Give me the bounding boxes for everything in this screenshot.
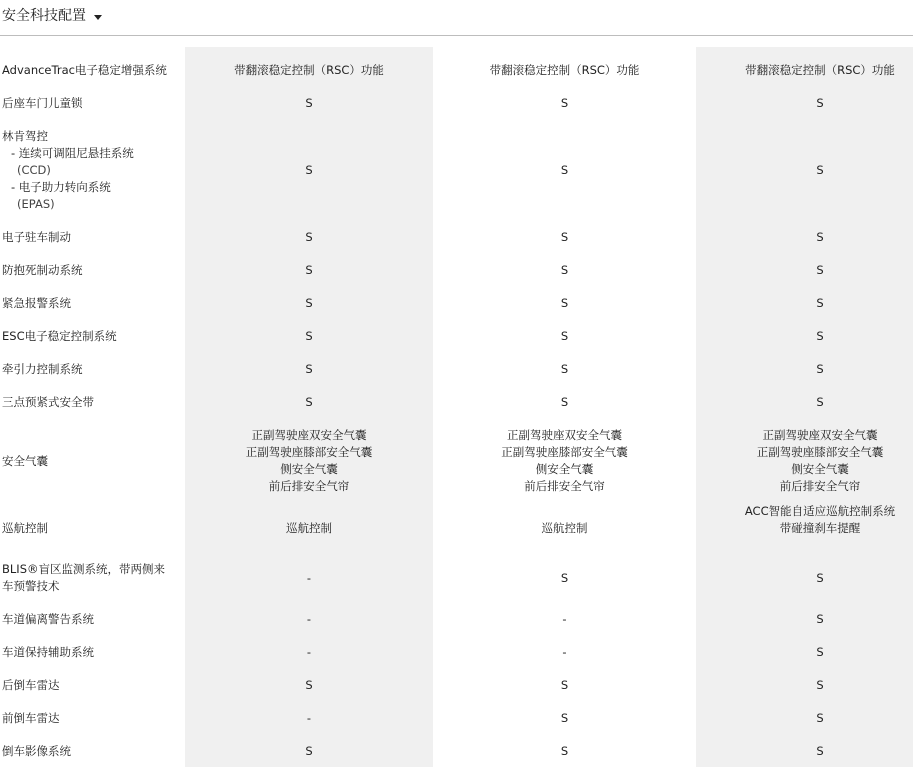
table-row [0, 120, 913, 221]
row-label: 倒车影像系统 [2, 744, 71, 758]
value-cell: S [560, 230, 569, 244]
row-label: 后倒车雷达 [2, 678, 60, 692]
row-label: 林肯驾控 - 连续可调阻尼悬挂系统 (CCD) - 电子助力转向系统 (EPAS) [2, 129, 134, 211]
row-label: 前倒车雷达 [2, 711, 60, 725]
value-cell: S [816, 678, 824, 692]
value-cell: - [562, 645, 567, 659]
value-cell: S [816, 645, 824, 659]
table-row [0, 386, 913, 419]
value-cell: S [560, 711, 569, 725]
value-cell: 巡航控制 [541, 520, 588, 535]
table-row [0, 636, 913, 669]
row-label: 后座车门儿童锁 [2, 96, 83, 110]
table-row [0, 702, 913, 735]
value-cell: S [305, 744, 313, 758]
value-cell: S [816, 263, 824, 277]
value-cell: 带翻滚稳定控制（RSC）功能 [489, 63, 640, 77]
value-cell: S [305, 362, 313, 376]
row-label: ESC电子稳定控制系统 [2, 329, 117, 343]
row-label: 车道保持辅助系统 [2, 645, 94, 659]
value-cell: S [560, 329, 569, 343]
value-cell: - [306, 612, 312, 626]
value-cell: - [306, 645, 312, 659]
value-cell: - [562, 612, 567, 626]
spec-table [0, 54, 913, 767]
row-label: 牵引力控制系统 [2, 362, 83, 376]
value-cell: S [305, 678, 313, 692]
table-row [0, 669, 913, 702]
table-row [0, 353, 913, 386]
value-cell: - [306, 570, 312, 585]
value-cell: S [816, 612, 824, 626]
value-cell: S [816, 395, 824, 409]
value-cell: S [816, 296, 824, 310]
section-title: 安全科技配置 [2, 8, 86, 24]
row-label: 电子驻车制动 [2, 230, 71, 244]
caret-down-icon [94, 15, 102, 20]
value-cell: S [560, 263, 569, 277]
section-toggle[interactable] [2, 6, 102, 26]
value-cell: S [816, 230, 824, 244]
value-cell: S [560, 96, 569, 110]
table-row [0, 503, 913, 553]
value-cell: ACC智能自适应巡航控制系统 带碰撞刹车提醒 [744, 504, 896, 535]
value-cell: 带翻滚稳定控制（RSC）功能 [234, 63, 384, 77]
table-row [0, 221, 913, 254]
table-row [0, 287, 913, 320]
value-cell: S [816, 744, 824, 758]
table-row [0, 54, 913, 87]
value-cell: 正副驾驶座双安全气囊 正副驾驶座膝部安全气囊 侧安全气囊 前后排安全气帘 [501, 428, 628, 493]
value-cell: S [816, 96, 824, 110]
value-cell: S [816, 570, 824, 585]
value-cell: 正副驾驶座双安全气囊 正副驾驶座膝部安全气囊 侧安全气囊 前后排安全气帘 [756, 428, 884, 493]
value-cell: 正副驾驶座双安全气囊 正副驾驶座膝部安全气囊 侧安全气囊 前后排安全气帘 [245, 428, 373, 493]
value-cell: S [305, 329, 313, 343]
value-cell: S [816, 711, 824, 725]
row-label: 车道偏离警告系统 [2, 612, 94, 626]
value-cell: S [560, 395, 569, 409]
value-cell: S [816, 362, 824, 376]
row-label: 安全气囊 [2, 453, 48, 468]
row-label: AdvanceTrac电子稳定增强系统 [2, 63, 167, 77]
value-cell: 巡航控制 [286, 520, 332, 535]
row-label: 紧急报警系统 [2, 296, 71, 310]
table-row [0, 254, 913, 287]
value-cell: S [305, 230, 313, 244]
row-label: 巡航控制 [2, 520, 48, 535]
value-cell: S [560, 570, 569, 585]
table-row [0, 87, 913, 120]
value-cell: S [305, 263, 313, 277]
value-cell: S [305, 163, 313, 177]
table-row [0, 320, 913, 353]
value-cell: S [560, 163, 569, 177]
value-cell: S [305, 395, 313, 409]
value-cell: S [305, 96, 313, 110]
row-label: 三点预紧式安全带 [2, 395, 94, 409]
table-row [0, 553, 913, 603]
value-cell: S [816, 163, 824, 177]
value-cell: 带翻滚稳定控制（RSC）功能 [745, 63, 895, 77]
value-cell: S [560, 362, 569, 376]
row-label: BLIS®盲区监测系统，带两侧来 车预警技术 [2, 562, 165, 593]
value-cell: S [560, 296, 569, 310]
value-cell: - [306, 711, 312, 725]
value-cell: S [560, 744, 569, 758]
table-row [0, 419, 913, 503]
table-row [0, 603, 913, 636]
value-cell: S [560, 678, 569, 692]
value-cell: S [305, 296, 313, 310]
row-label: 防抱死制动系统 [2, 263, 83, 277]
table-row [0, 735, 913, 767]
value-cell: S [816, 329, 824, 343]
section-header [0, 0, 913, 36]
